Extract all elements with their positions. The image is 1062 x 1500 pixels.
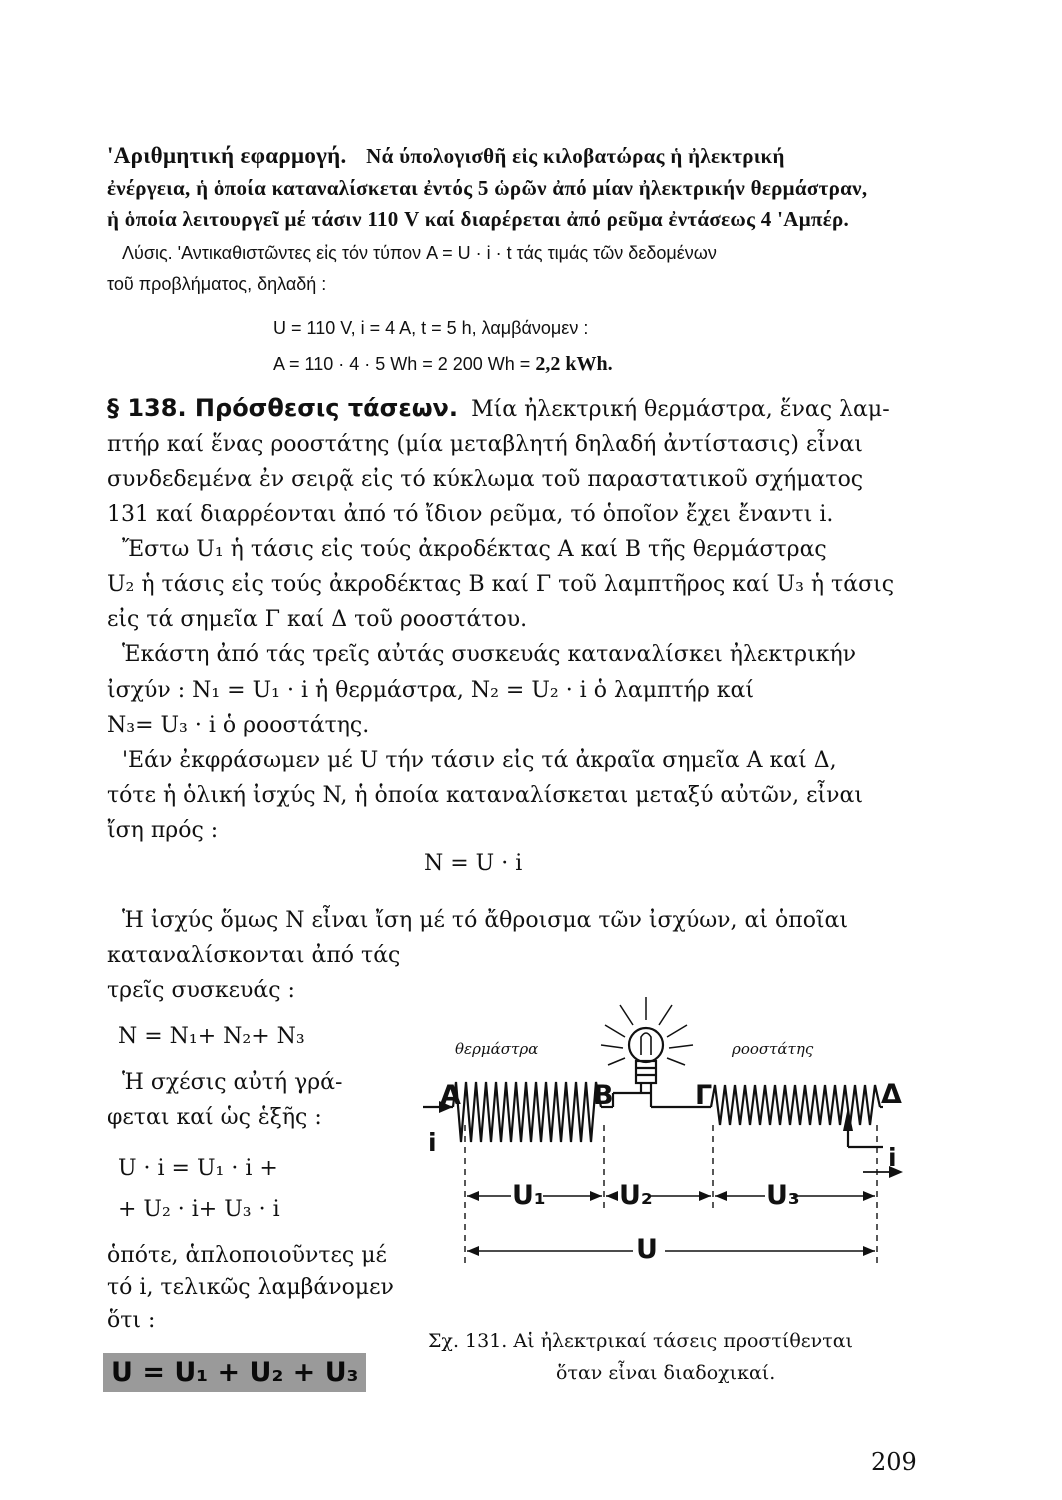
rheostat-coil [711,1085,880,1125]
label-heater: θερμάστρα [455,1040,539,1058]
left-col-1: φεται καί ὡς ἑξῆς : [107,1105,322,1130]
solution-calc-result: 2,2 kWh. [535,353,613,375]
solution-line-2: τοῦ προβλήματος, δηλαδή : [107,274,327,294]
solution-calc [273,353,613,376]
section-line2-0: Ἡ ἰσχύς ὅμως N εἶναι ἴση μέ τό ἄθροισμα τῶν ἰσχύων, αἱ ὁποῖαι [122,908,849,933]
section-line-1: πτήρ καί ἕνας ροοστάτης (μία μεταβλητή δηλαδή ἀντίστασις) εἶναι [107,432,863,457]
figure-caption-2: ὅταν εἶναι διαδοχικαί. [556,1362,776,1384]
section-line-11: τότε ἡ ὁλική ἰσχύς N, ἡ ὁποία καταναλίσκεται μεταξύ αὐτῶν, εἶναι [107,783,864,808]
heater-coil [453,1082,601,1142]
figure-caption-1: Σχ. 131. Αἱ ἠλεκτρικαί τάσεις προστίθενται [428,1330,853,1352]
circuit-figure [415,985,915,1315]
section-heading: § 138. Πρόσθεσις τάσεων. [107,394,459,422]
section-line-8: ἰσχύν : N₁ = U₁ · i ἡ θερμάστρα, N₂ = U₂ · i ὁ λαμπτήρ καί [107,678,755,703]
u2-label: U₂ [619,1180,653,1211]
final-formula-box: U = U₁ + U₂ + U₃ [103,1353,366,1392]
node-b: B [593,1080,614,1111]
section-first-line [107,394,890,422]
example-title: 'Αριθμητική εφαρμογή. [107,143,347,168]
left-col2-1: τό i, τελικῶς λαμβάνομεν [107,1275,394,1300]
section-line-9: N₃= U₃ · i ὁ ροοστάτης. [107,713,370,738]
section-line-3: 131 καί διαρρέονται ἀπό τό ἴδιον ρεῦμα, τό ὁποῖον ἔχει ἔναντι i. [107,502,834,527]
current-right-label: i [888,1143,897,1172]
left-col2-0: ὁπότε, ἁπλοποιοῦντες μέ [107,1243,387,1268]
section-line-2: συνδεδεμένα ἐν σειρᾷ εἰς τό κύκλωμα τοῦ παραστατικοῦ σχήματος [107,467,864,492]
u3-label: U₃ [766,1180,800,1211]
section-line-7: Ἑκάστη ἀπό τάς τρεῖς αὐτάς συσκευάς καταναλίσκει ἠλεκτρικήν [122,642,857,667]
section-line2-1: καταναλίσκονται ἀπό τάς [107,943,401,968]
example-line-1-rest: Νά ύπολογισθῆ εἰς κιλοβατώρας ἡ ἠλεκτρική [366,144,785,168]
solution-given: U = 110 V, i = 4 A, t = 5 h, λαμβάνομεν : [273,318,589,338]
formula-total-power: N = U · i [424,851,523,876]
node-g: Γ [695,1080,713,1111]
lamp-filament [641,1033,651,1055]
section-line-5: U₂ ἡ τάσις εἰς τούς ἀκροδέκτας B καί Γ τοῦ λαμπτῆρος καί U₃ ἡ τάσις [107,572,895,597]
node-d: Δ [881,1079,902,1110]
formula-expand-2: + U₂ · i+ U₃ · i [118,1197,280,1222]
example-line-1 [107,143,785,169]
u1-label: U₁ [512,1180,546,1211]
section-line-6: εἰς τά σημεῖα Γ καί Δ τοῦ ροοστάτου. [107,607,528,632]
section-line-4: Ἔστω U₁ ἡ τάσις εἰς τούς ἀκροδέκτας A καί B τῆς θερμάστρας [122,537,827,562]
u-total-label: U [636,1234,658,1265]
section-line-0: Μία ἠλεκτρική θερμάστρα, ἕνας λαμ- [471,397,890,422]
page-number: 209 [871,1448,917,1476]
node-a: A [440,1080,461,1111]
formula-sum: N = N₁+ N₂+ N₃ [118,1024,305,1049]
solution-calc-expression: A = 110 · 4 · 5 Wh = 2 200 Wh = [273,354,531,374]
example-line-2: ἐνέργεια, ἡ ὁποία καταναλίσκεται ἐντός 5 ὡρῶν ἀπό μίαν ἠλεκτρικήν θερμάστραν, [107,176,868,200]
label-rheostat: ροοστάτης [732,1040,814,1058]
section-line-10: 'Εάν ἐκφράσωμεν μέ U τήν τάσιν εἰς τά ἀκραῖα σημεῖα A καί Δ, [122,748,837,773]
example-line-3: ἡ ὁποία λειτουργεῖ μέ τάσιν 110 V καί διαρέρεται ἀπό ρεῦμα ἐντάσεως 4 'Αμπέρ. [107,207,850,231]
solution-line-1: Λύσις. 'Αντικαθιστῶντες εἰς τόν τύπον A = U · i · t τάς τιμάς τῶν δεδομένων [122,243,717,263]
section-line2-2: τρεῖς συσκευάς : [107,978,295,1003]
section-line-12: ἴση πρός : [107,818,219,843]
lamp-socket [636,1061,656,1083]
left-col2-2: ὅτι : [107,1308,156,1333]
left-col-0: Ἡ σχέσις αὐτή γρά- [122,1070,343,1095]
formula-expand-1: U · i = U₁ · i + [118,1156,278,1181]
current-left-label: i [428,1128,437,1157]
